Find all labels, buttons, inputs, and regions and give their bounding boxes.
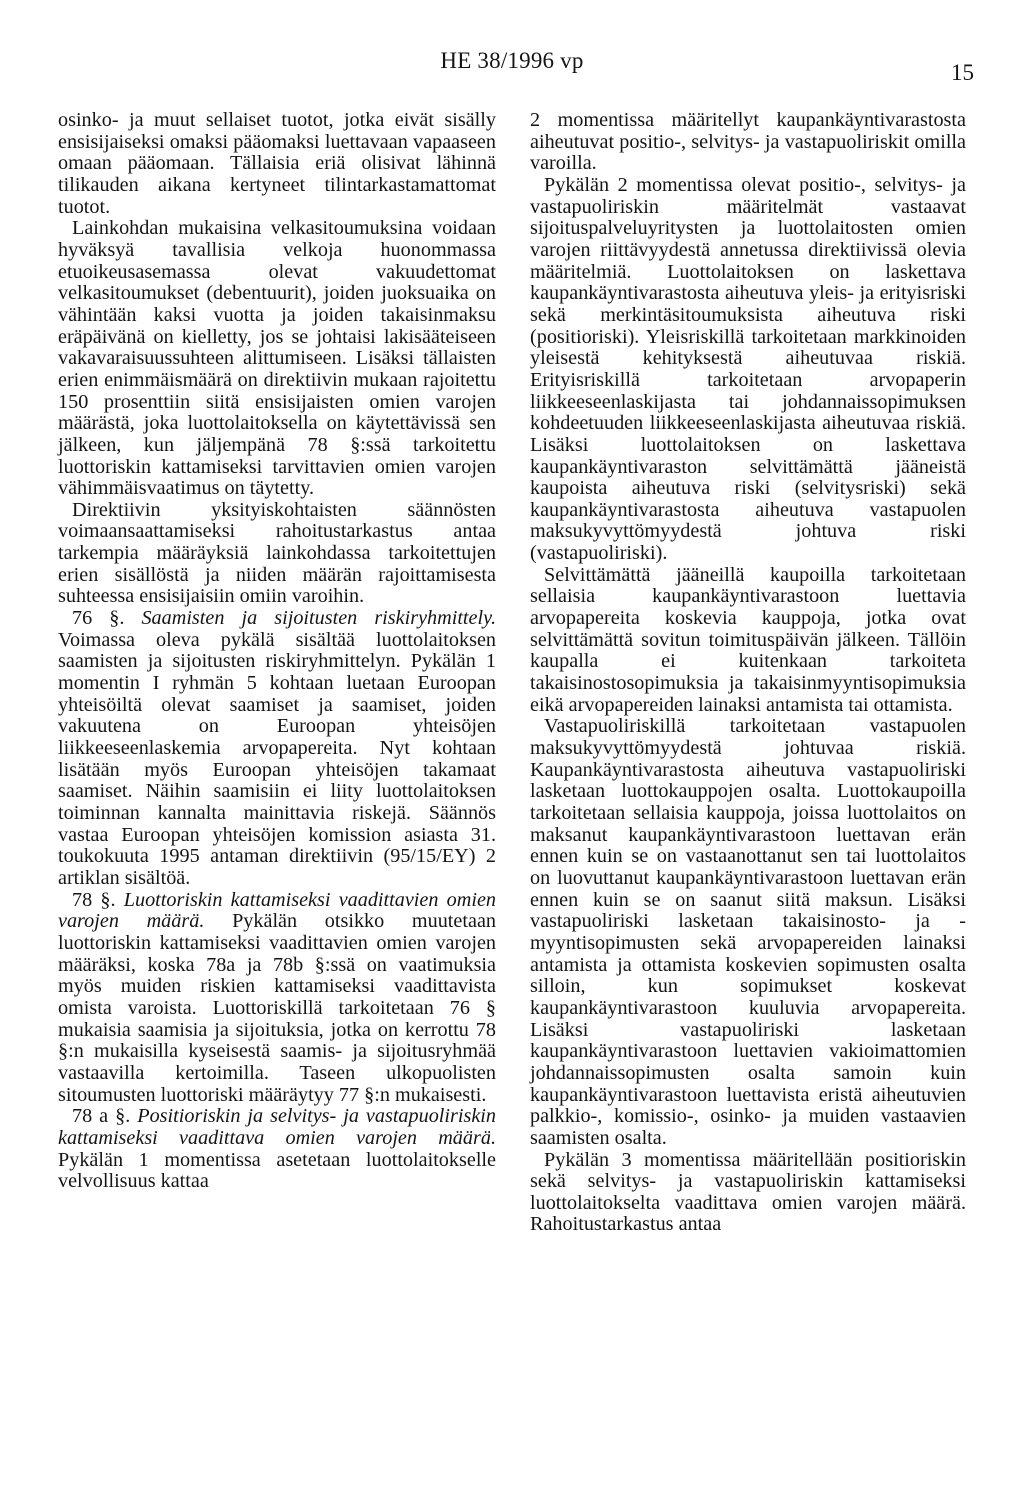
section-number: 78 §. xyxy=(72,888,116,911)
section-title: Luottoriskin kattamiseksi vaadittavien omien varojen määrä. xyxy=(58,888,497,933)
page-number: 15 xyxy=(951,60,974,85)
paragraph: osinko- ja muut sellaiset tuotot, jotka eivät sisälly ensisijaiseksi omaksi pääomaksi luettavaan vapaaseen omaan pääomaan. Tällaisia eriä olisivat lähinnä tilikauden aikana kertyneet tilintarkastamattomat tuotot. xyxy=(58,109,496,218)
section-paragraph xyxy=(58,608,496,890)
paragraph: Lainkohdan mukaisina velkasitoumuksina voidaan hyväksyä tavallisia velkoja huonommassa etuoikeusasemassa olevat vakuudettomat velkasitoumukset (debentuurit), joiden juoksuaika on vähintään kaksi vuotta ja joiden takaisinmaksu eräpäivänä on kielletty, jos se johtaisi lakisääteiseen vakavaraisuussuhteen alittumiseen. Lisäksi tällaisten erien enimmäismäärä on direktiivin mukaan rajoitettu 150 prosenttiin siitä ensisijaisten omien varojen määrästä, joka luottolaitoksella on käytettävissä sen jälkeen, kun jäljempänä 78 §:ssä tarkoitettu luottoriskin kattamiseksi tarvittavien omien varojen vähimmäisvaatimus on täytetty. xyxy=(58,217,496,500)
section-number: 78 a §. xyxy=(72,1105,131,1128)
section-paragraph xyxy=(58,1106,496,1193)
section-body: Pykälän otsikko muutetaan luottoriskin kattamiseksi vaadittavien omien varojen määräksi, koska 78a ja 78b §:ssä on vaatimuksia myös muiden riskien kattamiseksi vaadittavista omista varoista. Luottoriskillä tarkoitetaan 76 § mukaisia saamisia ja sijoituksia, jotka on kerrottu 78 §:n mukaisilla kyseisestä saamis- ja sijoitusryhmää vastaavilla kertoimilla. Taseen ulkopuolisten sitoumusten luottoriski määräytyy 77 §:n mukaisesti. xyxy=(58,910,496,1106)
paragraph: Selvittämättä jääneillä kaupoilla tarkoitetaan sellaisia kaupankäyntivarastoon luettavia arvopapereita koskevia kauppoja, jotka ovat selvittämättä sovitun toimituspäivän jälkeen. Tällöin kaupalla ei kuitenkaan tarkoiteta takaisinostosopimuksia ja takaisinmyyntisopimuksia eikä arvopapereiden lainaksi antamista tai ottamista. xyxy=(530,563,966,716)
section-body: Pykälän 1 momentissa asetetaan luottolaitokselle velvollisuus kattaa xyxy=(58,1148,496,1193)
section-title: Saamisten ja sijoitusten riskiryhmittely. xyxy=(141,607,496,630)
section-body: Voimassa oleva pykälä sisältää luottolaitoksen saamisten ja sijoitusten riskiryhmittelyn. Pykälän 1 momentin I ryhmän 5 kohtaan luetaan Euroopan yhteisöiltä olevat saamiset ja saamiset, joiden vakuutena on Euroopan yhteisöjen liikkeeseenlaskemia arvopapereita. Nyt kohtaan lisätään myös Euroopan yhteisöjen takamaat saamiset. Näihin saamisiin ei liity luottolaitoksen toiminnan kannalta mainittavia riskejä. Säännös vastaa Euroopan yhteisöjen komission asiasta 31. toukokuuta 1995 antaman direktiivin (95/15/EY) 2 artiklan sisältöä. xyxy=(58,628,496,889)
left-column xyxy=(58,110,496,1193)
right-column xyxy=(530,110,966,1236)
section-number: 76 §. xyxy=(72,607,125,630)
document-header-title: HE 38/1996 vp xyxy=(440,48,584,73)
paragraph: 2 momentissa määritellyt kaupankäyntivarastosta aiheutuvat positio-, selvitys- ja vastapuoliriskit omilla varoilla. xyxy=(530,109,966,175)
section-title: Positioriskin ja selvitys- ja vastapuoliriskin kattamiseksi vaadittava omien varojen määrä. xyxy=(58,1105,497,1149)
section-paragraph xyxy=(58,890,496,1107)
paragraph: Pykälän 2 momentissa olevat positio-, selvitys- ja vastapuoliriskin määritelmät vastaavat sijoituspalveluyritysten ja luottolaitosten omien varojen riittävyydestä annetussa direktiivissä olevia määritelmiä. Luottolaitoksen on laskettava kaupankäyntivarastosta aiheutuva yleis- ja erityisriski sekä merkintäsitoumuksista aiheutuva riski (positioriski). Yleisriskillä tarkoitetaan markkinoiden yleisestä kehityksestä aiheutuvaa riskiä. Erityisriskillä tarkoitetaan arvopaperin liikkeeseenlaskijasta tai johdannaissopimuksen kohdeetuuden liikkeeseenlaskijasta aiheutuvaa riskiä. Lisäksi luottolaitoksen on laskettava kaupankäyntivaraston selvittämättä jääneistä kaupoista aiheutuva riski (selvitysriski) sekä kaupankäyntivarastosta aiheutuva vastapuolen maksukyvyttömyydestä johtuva riski (vastapuoliriski). xyxy=(530,173,966,565)
paragraph: Direktiivin yksityiskohtaisten säännösten voimaansaattamiseksi rahoitustarkastus antaa tarkempia määräyksiä lainkohdassa tarkoitettujen erien sisällöstä ja niiden määrän rajoittamisesta suhteessa ensisijaisiin omiin varoihin. xyxy=(58,498,496,608)
paragraph: Vastapuoliriskillä tarkoitetaan vastapuolen maksukyvyttömyydestä johtuvaa riskiä. Kaupankäyntivarastosta aiheutuva vastapuoliriski lasketaan luottokauppojen osalta. Luottokaupoilla tarkoitetaan sellaisia kauppoja, joissa luottolaitos on maksanut kaupankäyntivarastoon luettavan erän ennen kuin se on vastaanottanut sen tai luottolaitos on luovuttanut kaupankäyntivarastoon luettavan erän ennen kuin se on saanut siitä maksun. Lisäksi vastapuoliriski lasketaan takaisinosto- ja -myyntisopimusten sekä arvopapereiden lainaksi antamista ja ottamista koskevien sopimusten osalta silloin, kun sopimukset koskevat kaupankäyntivarastoon kuuluvia arvopapereita. Lisäksi vastapuoliriski lasketaan kaupankäyntivarastoon luettavien vakioimattomien johdannaissopimusten osalta samoin kuin kaupankäyntivarastoon luettavista eristä aiheutuvien palkkio-, komissio-, osinko- ja muiden vastaavien saamisten osalta. xyxy=(530,715,966,1149)
paragraph: Pykälän 3 momentissa määritellään positioriskin sekä selvitys- ja vastapuoliriskin kattamiseksi luottolaitokselta vaadittava omien varojen määrä. Rahoitustarkastus antaa xyxy=(530,1148,966,1236)
